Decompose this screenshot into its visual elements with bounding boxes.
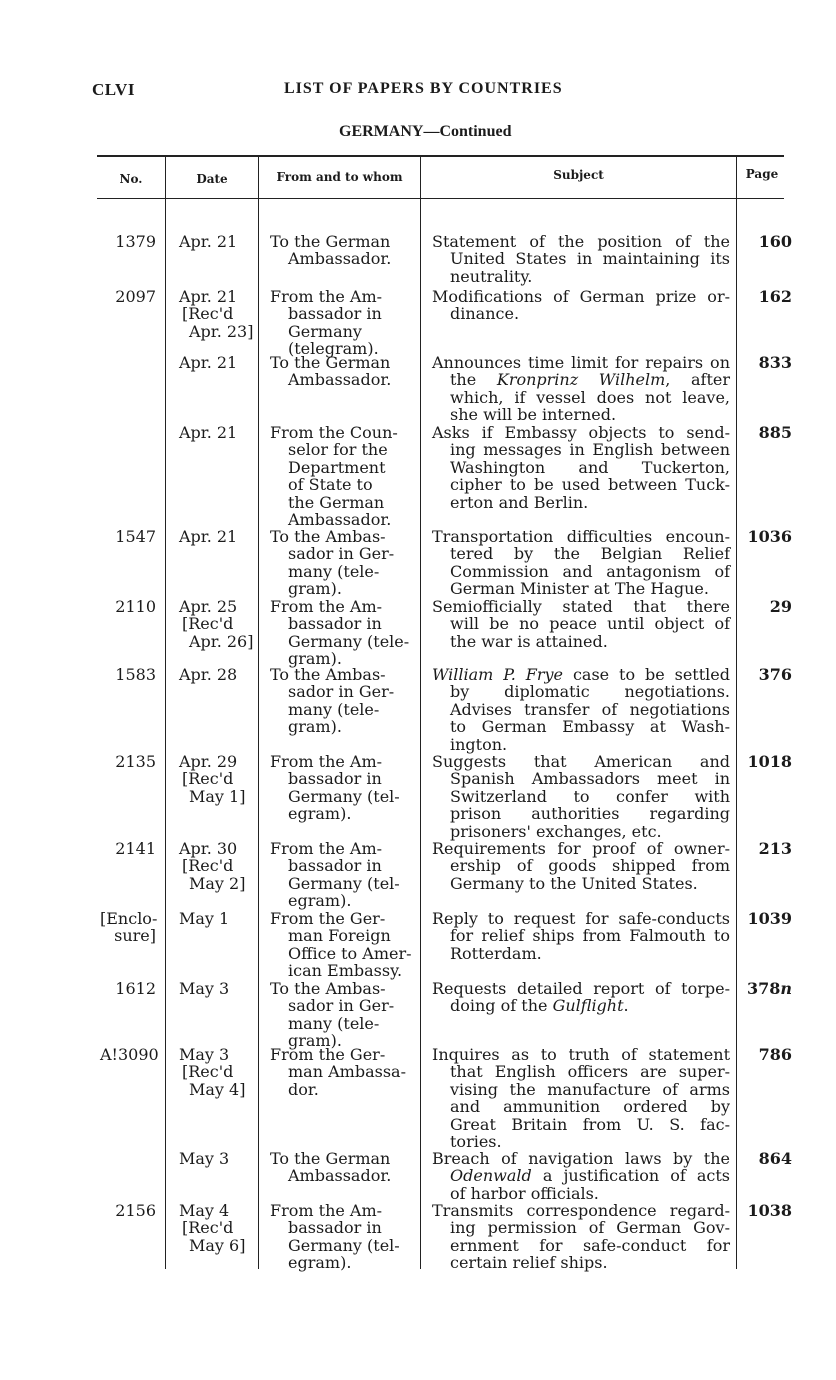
row-date [176, 424, 258, 441]
row-number [100, 980, 156, 997]
column-divider [736, 156, 737, 1269]
column-header-subject: Subject [553, 168, 604, 182]
row-page: 162 [758, 287, 792, 306]
from-line: bassador in [288, 769, 382, 789]
date-line: Apr. 21 [179, 287, 238, 306]
note-suffix: n [780, 979, 792, 998]
from-line: ican Embassy. [288, 961, 403, 981]
row-page: 833 [758, 353, 792, 372]
row-from-to [268, 980, 418, 1050]
section-subtitle: GERMANY—Continued [339, 123, 512, 140]
row-number-line: 2135 [115, 752, 156, 771]
from-line: Ambassador. [288, 249, 392, 269]
from-line: man Foreign [288, 926, 391, 946]
row-subject [426, 424, 730, 511]
from-line: egram). [288, 804, 352, 824]
date-line: [Rec'd [182, 614, 234, 634]
subject-line: neutrality. [450, 266, 533, 286]
row-subject [426, 980, 730, 1015]
from-line: sador in Ger- [288, 544, 395, 564]
from-line: the German [288, 492, 385, 512]
date-line: Apr. 29 [179, 752, 238, 771]
subject-line: which, if vessel does not leave, [450, 387, 730, 407]
from-line: From the Am- [270, 839, 383, 858]
subject-line: United States in maintaining its [450, 249, 730, 269]
row-from-to [268, 288, 418, 358]
row-page: 376 [758, 665, 792, 684]
row-subject [426, 840, 730, 892]
subject-line: by diplomatic negotiations. [450, 682, 730, 702]
from-line: Germany (tel- [288, 1235, 400, 1255]
from-line: To the German [270, 232, 391, 251]
date-line: Apr. 21 [179, 423, 238, 442]
subject-line: certain relief ships. [450, 1253, 608, 1273]
row-page: 885 [758, 423, 792, 442]
row-number [100, 1202, 156, 1219]
subject-line: for relief ships from Falmouth to [450, 926, 730, 946]
subject-line: Requests detailed report of torpe- [432, 979, 730, 998]
column-header-page: Page [745, 167, 779, 181]
subject-line: prisoners' exchanges, etc. [450, 821, 662, 841]
from-line: sador in Ger- [288, 682, 395, 702]
from-line: From the Am- [270, 287, 383, 306]
subject-line: Inquires as to truth of statement [432, 1045, 730, 1064]
subject-line: Semiofficially stated that there [432, 597, 730, 616]
row-page: 160 [758, 232, 792, 251]
date-line: May 3 [179, 979, 230, 998]
from-line: From the Coun- [270, 423, 398, 442]
from-line: gram). [288, 649, 342, 669]
subject-line: ernment for safe-conduct for [450, 1235, 730, 1255]
row-page: 378n [746, 979, 792, 998]
date-line: May 6] [189, 1235, 246, 1255]
from-line: bassador in [288, 614, 382, 634]
column-divider [165, 156, 166, 1269]
column-header-from: From and to whom [276, 170, 403, 184]
row-subject [426, 233, 730, 285]
from-line: Ambassador. [288, 370, 392, 390]
subject-line: Statement of the position of the [432, 232, 730, 251]
row-number-line: 2097 [115, 287, 156, 306]
row-page: 1039 [747, 909, 792, 928]
date-line: May 1] [189, 786, 246, 806]
row-date [176, 528, 258, 545]
subject-line: the war is attained. [450, 631, 608, 651]
date-line: [Rec'd [182, 769, 234, 789]
subject-line: erton and Berlin. [450, 492, 589, 512]
row-page: 213 [758, 839, 792, 858]
column-header-date: Date [196, 172, 228, 186]
row-number [100, 753, 156, 770]
row-page: 1038 [747, 1201, 792, 1220]
row-subject [426, 288, 730, 323]
date-line: Apr. 26] [189, 631, 254, 651]
subject-line: that English officers are super- [450, 1062, 730, 1082]
subject-line: Great Britain from U. S. fac- [450, 1114, 730, 1134]
from-line: many (tele- [288, 561, 380, 581]
row-page: 1018 [747, 752, 792, 771]
subject-line: Breach of navigation laws by the [432, 1149, 730, 1168]
row-from-to [268, 1046, 418, 1098]
from-line: From the Ger- [270, 1045, 386, 1064]
subject-line: Transmits correspondence regard- [432, 1201, 730, 1220]
from-line: From the Am- [270, 752, 383, 771]
subject-line: Requirements for proof of owner- [432, 839, 730, 858]
italic-title: Kronprinz Wilhelm [496, 370, 666, 390]
row-page: 864 [758, 1149, 792, 1168]
row-from-to [268, 753, 418, 823]
row-date [176, 233, 258, 250]
row-from-to [268, 424, 418, 528]
from-line: many (tele- [288, 699, 380, 719]
from-line: Office to Amer- [288, 943, 412, 963]
from-line: To the Ambas- [270, 527, 386, 546]
from-line: Germany (tel- [288, 873, 400, 893]
row-date [176, 753, 258, 805]
row-subject [426, 1202, 730, 1272]
from-line: From the Ger- [270, 909, 386, 928]
row-date [176, 1150, 258, 1167]
row-page: 1036 [747, 527, 792, 546]
from-line: sador in Ger- [288, 996, 395, 1016]
column-header-no: No. [119, 172, 143, 186]
date-line: Apr. 30 [179, 839, 238, 858]
subject-line: Suggests that American and [432, 752, 730, 771]
subject-line: prison authorities regarding [450, 804, 730, 824]
row-from-to [268, 354, 418, 389]
subject-line: the Kronprinz Wilhelm, after [450, 370, 730, 390]
row-date [176, 980, 258, 997]
date-line: May 3 [179, 1045, 230, 1064]
row-number-line: 1547 [115, 527, 156, 546]
subject-line: Rotterdam. [450, 943, 542, 963]
subject-line: vising the manufacture of arms [450, 1079, 730, 1099]
date-line: May 3 [179, 1149, 230, 1168]
date-line: [Rec'd [182, 1062, 234, 1082]
date-line: Apr. 23] [189, 321, 254, 341]
italic-title: Odenwald [450, 1166, 532, 1186]
header-bottom-rule [97, 198, 784, 199]
row-date [176, 910, 258, 927]
date-line: May 2] [189, 873, 246, 893]
subject-line: ership of goods shipped from [450, 856, 730, 876]
row-date [176, 288, 258, 340]
from-line: From the Am- [270, 597, 383, 616]
subject-line: Advises transfer of negotiations [450, 699, 730, 719]
from-line: many (tele- [288, 1013, 380, 1033]
page-title: LIST OF PAPERS BY COUNTRIES [284, 80, 563, 97]
from-line: of State to [288, 475, 373, 495]
subject-line: ington. [450, 734, 508, 754]
row-subject [426, 1150, 730, 1202]
date-line: Apr. 28 [179, 665, 238, 684]
subject-line: Asks if Embassy objects to send- [432, 423, 730, 442]
subject-line: Spanish Ambassadors meet in [450, 769, 730, 789]
from-line: gram). [288, 1031, 342, 1051]
subject-line: she will be interned. [450, 405, 617, 425]
date-line: Apr. 21 [179, 232, 238, 251]
column-divider [420, 156, 421, 1269]
from-line: Department [288, 457, 386, 477]
table-top-rule [97, 155, 784, 157]
subject-line: dinance. [450, 304, 520, 324]
row-number [100, 288, 156, 305]
subject-line: ing permission of German Gov- [450, 1218, 730, 1238]
from-line: Germany [288, 321, 362, 341]
from-line: bassador in [288, 304, 382, 324]
subject-line: Germany to the United States. [450, 873, 698, 893]
from-line: From the Am- [270, 1201, 383, 1220]
row-number [100, 528, 156, 545]
subject-line: William P. Frye case to be settled [432, 665, 730, 684]
from-line: dor. [288, 1079, 319, 1099]
subject-line: to German Embassy at Wash- [450, 717, 730, 737]
row-number-line: 2110 [115, 597, 156, 616]
row-date [176, 840, 258, 892]
row-subject [426, 354, 730, 424]
from-line: To the Ambas- [270, 665, 386, 684]
subject-line: Modifications of German prize or- [432, 287, 730, 306]
row-from-to [268, 598, 418, 668]
date-line: May 1 [179, 909, 230, 928]
date-line: Apr. 21 [179, 353, 238, 372]
from-line: To the Ambas- [270, 979, 386, 998]
row-from-to [268, 1202, 418, 1272]
date-line: [Rec'd [182, 1218, 234, 1238]
row-from-to [268, 233, 418, 268]
subject-line: ing messages in English between [450, 440, 730, 460]
subject-line: Announces time limit for repairs on [432, 353, 730, 372]
from-line: gram). [288, 579, 342, 599]
italic-title: Gulflight [552, 996, 624, 1016]
row-page: 29 [769, 597, 792, 616]
date-line: May 4 [179, 1201, 230, 1220]
row-from-to [268, 528, 418, 598]
from-line: Ambassador. [288, 510, 392, 530]
subject-line: Commission and antagonism of [450, 561, 730, 581]
row-number [100, 1045, 159, 1064]
row-subject [426, 528, 730, 598]
row-number-line: 1612 [115, 979, 156, 998]
from-line: (telegram). [288, 339, 379, 359]
row-number [100, 910, 156, 945]
subject-line: Odenwald a justification of acts [450, 1166, 730, 1186]
subject-line: tered by the Belgian Relief [450, 544, 730, 564]
row-number-line: A!3090 [100, 1045, 159, 1064]
from-line: Ambassador. [288, 1166, 392, 1186]
row-date [176, 354, 258, 371]
row-date [176, 598, 258, 650]
row-page: 786 [758, 1045, 792, 1064]
from-line: egram). [288, 891, 352, 911]
subject-line: Transportation difficulties encoun- [432, 527, 730, 546]
italic-title: William P. Frye [432, 665, 564, 684]
from-line: Germany (tele- [288, 631, 410, 651]
row-date [176, 1202, 258, 1254]
date-line: [Rec'd [182, 856, 234, 876]
from-line: man Ambassa- [288, 1062, 406, 1082]
from-line: Germany (tel- [288, 786, 400, 806]
subject-line: Washington and Tuckerton, [450, 457, 730, 477]
subject-line: Reply to request for safe-conducts [432, 909, 730, 928]
subject-line: doing of the Gulflight. [450, 996, 629, 1016]
row-date [176, 1046, 258, 1098]
subject-line: German Minister at The Hague. [450, 579, 709, 599]
from-line: To the German [270, 1149, 391, 1168]
date-line: Apr. 21 [179, 527, 238, 546]
from-line: bassador in [288, 856, 382, 876]
row-number-line: 1583 [115, 665, 156, 684]
column-divider [258, 156, 259, 1269]
row-from-to [268, 840, 418, 910]
from-line: selor for the [288, 440, 388, 460]
from-line: To the German [270, 353, 391, 372]
row-subject [426, 1046, 730, 1150]
row-number-line: [Enclo- [100, 909, 158, 928]
row-from-to [268, 1150, 418, 1185]
row-number-line: 2156 [115, 1201, 156, 1220]
row-subject [426, 910, 730, 962]
row-subject [426, 666, 730, 753]
subject-line: will be no peace until object of [450, 614, 730, 634]
row-date [176, 666, 258, 683]
row-number [100, 598, 156, 615]
row-number-line: sure] [114, 926, 156, 946]
row-subject [426, 753, 730, 840]
row-number [100, 233, 156, 250]
date-line: Apr. 25 [179, 597, 238, 616]
from-line: gram). [288, 717, 342, 737]
row-from-to [268, 910, 418, 980]
subject-line: cipher to be used between Tuck- [450, 475, 730, 495]
date-line: [Rec'd [182, 304, 234, 324]
row-from-to [268, 666, 418, 736]
subject-line: and ammunition ordered by [450, 1097, 730, 1117]
row-subject [426, 598, 730, 650]
row-number-line: 1379 [115, 232, 156, 251]
subject-line: Switzerland to confer with [450, 786, 730, 806]
from-line: egram). [288, 1253, 352, 1273]
row-number [100, 666, 156, 683]
subject-line: of harbor officials. [450, 1183, 599, 1203]
page-folio: CLVI [92, 80, 135, 99]
subject-line: tories. [450, 1132, 502, 1152]
date-line: May 4] [189, 1079, 246, 1099]
from-line: bassador in [288, 1218, 382, 1238]
row-number-line: 2141 [115, 839, 156, 858]
row-number [100, 840, 156, 857]
